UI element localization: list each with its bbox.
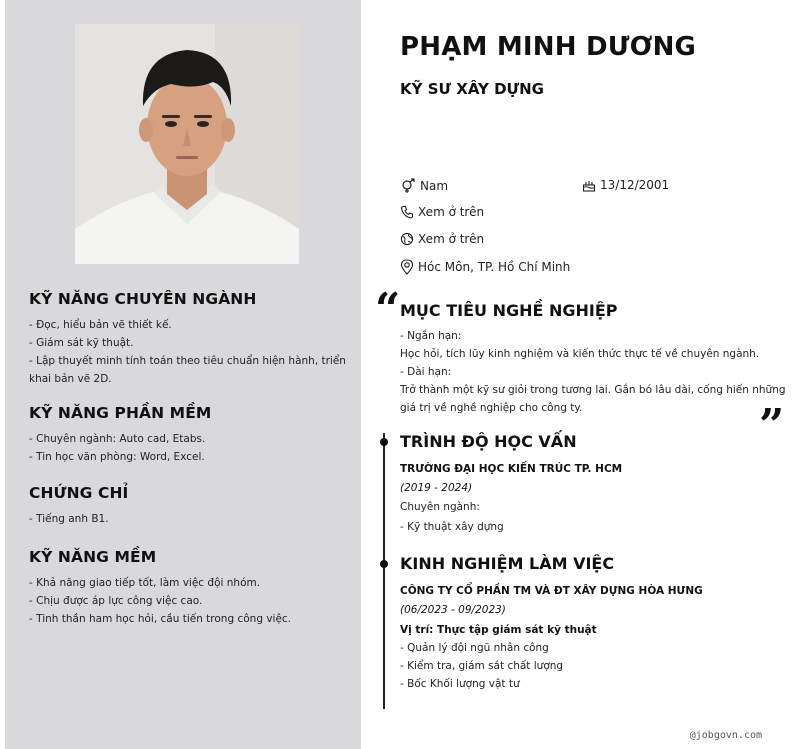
location-pin-icon (400, 259, 414, 275)
list-item: - Tinh thần ham học hỏi, cầu tiến trong công việc. (29, 613, 292, 625)
avatar-illustration (75, 24, 299, 264)
software-skills-section (29, 404, 349, 466)
list-item: - Lập thuyết minh tính toán theo tiêu chuẩn hiện hành, triển khai bản vẽ 2D. (29, 355, 346, 385)
list-item: - Đọc, hiểu bản vẽ thiết kế. (29, 319, 172, 331)
email-info (400, 232, 484, 246)
profile-photo (75, 24, 299, 264)
address-info (400, 259, 570, 275)
list-item: - Ngắn hạn: (400, 330, 462, 342)
certificates-section (29, 484, 349, 528)
list-item: - Chuyên ngành: Auto cad, Etabs. (29, 433, 206, 445)
company-name: CÔNG TY CỔ PHẦN TM VÀ ĐT XÂY DỰNG HÒA HƯNG (400, 585, 703, 597)
education-period: (2019 - 2024) (400, 482, 473, 494)
birthday-info (582, 178, 669, 192)
experience-title: KINH NGHIỆM LÀM VIỆC (400, 554, 615, 573)
major-value: - Kỹ thuật xây dựng (400, 521, 504, 533)
timeline-dot-icon (380, 438, 388, 446)
position: Vị trí: Thực tập giám sát kỹ thuật (400, 624, 597, 636)
phone-value: Xem ở trên (418, 205, 485, 219)
education-block (400, 460, 792, 536)
quote-open-icon: “ (375, 284, 401, 335)
list-item: - Tiếng anh B1. (29, 513, 109, 525)
phone-icon (400, 205, 414, 219)
gender-value: Nam (420, 179, 449, 193)
watermark: @jobgovn.com (689, 730, 762, 741)
list-item: - Quản lý đội ngũ nhân công (400, 642, 549, 654)
career-goal-title: MỤC TIÊU NGHỀ NGHIỆP (400, 301, 618, 320)
list-item: Trở thành một kỹ sư giỏi trong tương lai. Gắn bó lâu dài, cống hiến những giá trị về nghề nghiệp cho công ty. (400, 384, 786, 414)
timeline-line (383, 433, 385, 709)
software-skills-title: KỸ NĂNG PHẦN MỀM (29, 404, 212, 422)
career-goal-text (400, 327, 792, 417)
job-title: KỸ SƯ XÂY DỰNG (400, 80, 544, 98)
gender-icon (400, 178, 416, 194)
gender-info (400, 178, 448, 194)
timeline-dot-icon (380, 560, 388, 568)
list-item: - Khả năng giao tiếp tốt, làm việc đội nhóm. (29, 577, 261, 589)
list-item: - Giám sát kỹ thuật. (29, 337, 134, 349)
experience-block (400, 582, 792, 693)
major-label: Chuyên ngành: (400, 501, 480, 513)
birthday-value: 13/12/2001 (600, 178, 670, 192)
sidebar (5, 0, 361, 749)
phone-info (400, 205, 484, 219)
address-value: Hóc Môn, TP. Hồ Chí Minh (418, 260, 571, 274)
soft-skills-title: KỸ NĂNG MỀM (29, 548, 157, 566)
list-item: Học hỏi, tích lũy kinh nghiệm và kiến thức thực tế về chuyên ngành. (400, 348, 760, 360)
list-item: - Kiểm tra, giám sát chất lượng (400, 660, 564, 672)
list-item: - Bốc Khối lượng vật tư (400, 678, 520, 690)
school-name: TRƯỜNG ĐẠI HỌC KIẾN TRÚC TP. HCM (400, 463, 623, 475)
email-value: Xem ở trên (418, 232, 485, 246)
list-item: - Chịu được áp lực công việc cao. (29, 595, 203, 607)
soft-skills-section (29, 548, 349, 628)
cake-icon (582, 178, 596, 192)
specialized-skills-section (29, 290, 349, 388)
education-title: TRÌNH ĐỘ HỌC VẤN (400, 432, 577, 451)
experience-period: (06/2023 - 09/2023) (400, 604, 506, 616)
globe-icon (400, 232, 414, 246)
specialized-skills-title: KỸ NĂNG CHUYÊN NGÀNH (29, 290, 257, 308)
certificates-title: CHỨNG CHỈ (29, 484, 129, 502)
list-item: - Dài hạn: (400, 366, 452, 378)
list-item: - Tin học văn phòng: Word, Excel. (29, 451, 205, 463)
quote-close-icon: ” (759, 400, 785, 451)
main-content (361, 0, 800, 749)
candidate-name: PHẠM MINH DƯƠNG (400, 32, 697, 62)
